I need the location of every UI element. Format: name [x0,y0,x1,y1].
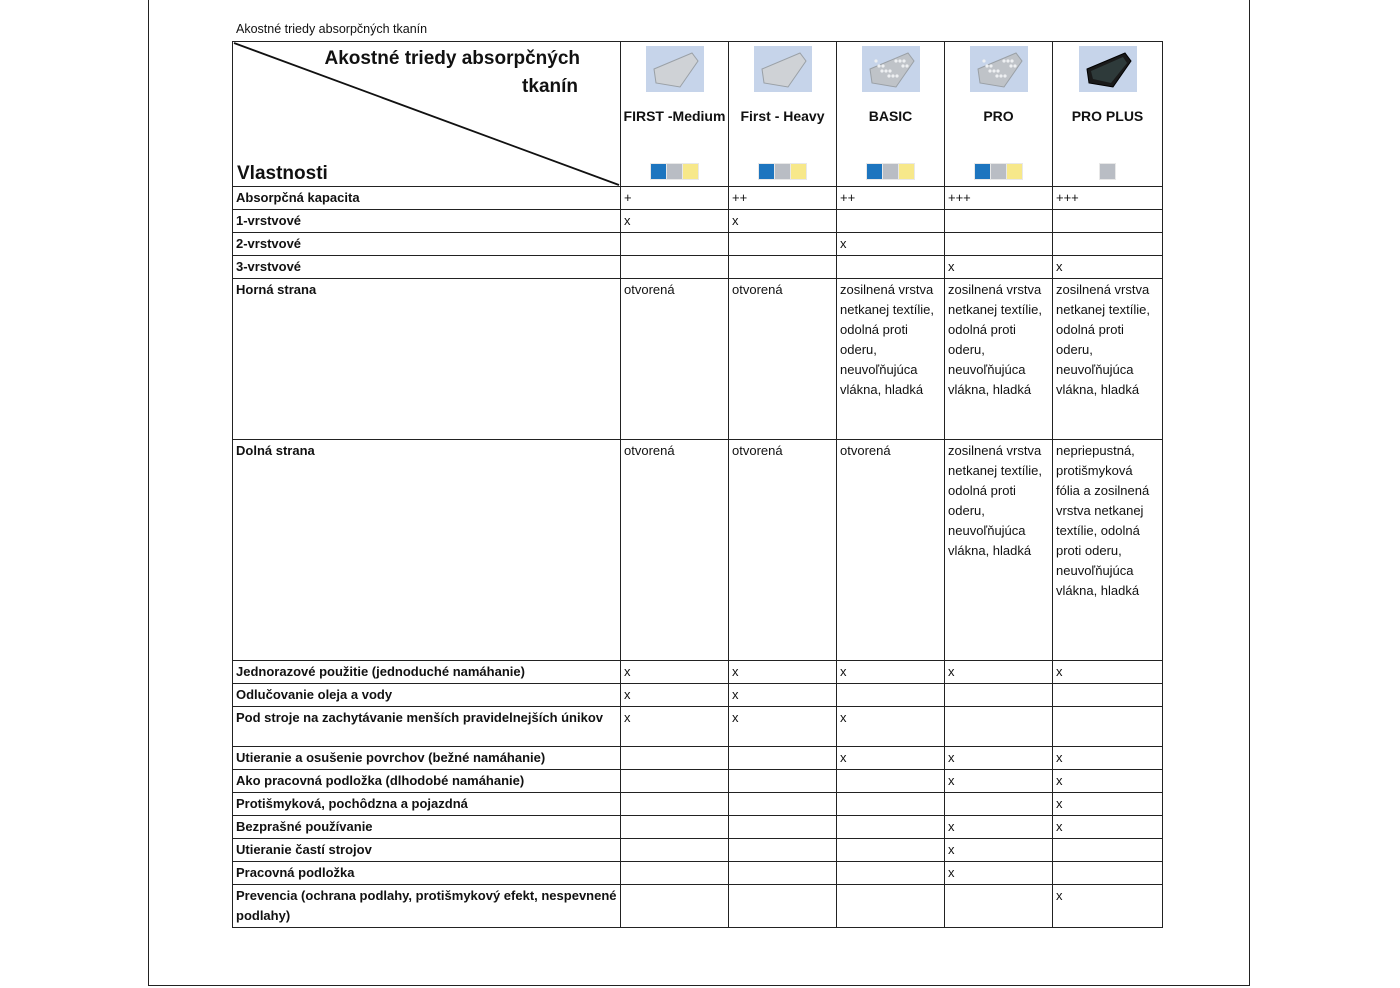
table-cell: x [621,684,729,707]
table-cell [1053,862,1163,885]
table-cell: + [621,187,729,210]
table-cell [945,885,1053,928]
dark-fabric-icon [1083,49,1133,89]
table-cell [837,684,945,707]
table-cell [729,747,837,770]
color-swatch-gray [775,164,790,179]
table-cell [621,770,729,793]
row-label: 2-vrstvové [233,233,621,256]
light-fabric-icon [650,49,700,89]
product-thumbnail [1079,46,1137,92]
table-cell: zosilnená vrstva netkanej textílie, odolná proti oderu, neuvoľňujúca vlákna, hladká [837,279,945,440]
table-cell: x [1053,770,1163,793]
table-row [233,816,1163,839]
table-row [233,233,1163,256]
color-swatch-gray [883,164,898,179]
table-cell [621,793,729,816]
table-cell: x [729,210,837,233]
table-cell [1053,839,1163,862]
row-label: Prevencia (ochrana podlahy, protišmykový efekt, nespevnené podlahy) [233,885,621,928]
table-cell [837,816,945,839]
color-swatch-gray [1100,164,1115,179]
table-cell: x [945,816,1053,839]
table-cell: x [729,684,837,707]
table-row [233,256,1163,279]
document-caption: Akostné triedy absorpčných tkanín [236,22,428,36]
table-title [324,45,580,101]
table-cell [621,256,729,279]
row-label: 1-vrstvové [233,210,621,233]
table-cell [729,839,837,862]
color-swatch-gray [991,164,1006,179]
table-cell [729,770,837,793]
table-cell [729,816,837,839]
color-swatches [729,163,836,180]
color-swatches [837,163,944,180]
table-row [233,440,1163,661]
table-row [233,279,1163,440]
table-cell [837,839,945,862]
table-cell [945,210,1053,233]
row-label: Utieranie častí strojov [233,839,621,862]
table-cell: ++ [837,187,945,210]
table-cell [945,684,1053,707]
table-cell [729,885,837,928]
table-cell: x [837,233,945,256]
table-cell [837,862,945,885]
table-cell [1053,684,1163,707]
table-cell: x [837,661,945,684]
table-cell: x [621,661,729,684]
table-cell [837,210,945,233]
table-cell [1053,707,1163,747]
product-name-line1: First - Heavy [740,107,825,124]
product-thumbnail [646,46,704,92]
row-label: Odlučovanie oleja a vody [233,684,621,707]
table-cell: x [1053,661,1163,684]
row-label: Ako pracovná podložka (dlhodobé namáhanie) [233,770,621,793]
product-name-line1: BASIC [868,107,913,124]
table-row [233,210,1163,233]
color-swatch-blue [867,164,882,179]
table-cell [837,256,945,279]
table-cell: +++ [945,187,1053,210]
table-cell [621,885,729,928]
table-row [233,770,1163,793]
table-cell: x [945,256,1053,279]
table-cell [729,793,837,816]
row-label: Absorpčná kapacita [233,187,621,210]
table-row [233,885,1163,928]
table-row [233,684,1163,707]
product-header-3 [945,42,1053,187]
table-cell [837,770,945,793]
color-swatches [621,163,728,180]
textured-fabric-icon [974,49,1024,89]
table-cell [945,233,1053,256]
product-name-line1: PRO PLUS [1071,107,1144,124]
table-cell: x [729,661,837,684]
product-header-1 [729,42,837,187]
quality-classes-table [232,41,1163,928]
color-swatch-yellow [1007,164,1022,179]
table-cell [945,707,1053,747]
table-row [233,862,1163,885]
color-swatch-blue [651,164,666,179]
table-cell: zosilnená vrstva netkanej textílie, odolná proti oderu, neuvoľňujúca vlákna, hladká [1053,279,1163,440]
table-row [233,707,1163,747]
table-row [233,661,1163,684]
table-cell [621,747,729,770]
table-cell: x [621,707,729,747]
color-swatch-yellow [683,164,698,179]
table-cell: otvorená [729,279,837,440]
header-corner-cell [233,42,621,187]
table-cell: x [1053,816,1163,839]
table-cell: x [945,839,1053,862]
product-name-line2: Medium [672,107,726,124]
table-row [233,747,1163,770]
table-title-line2: tkanín [522,76,578,97]
table-cell: x [837,747,945,770]
table-cell [621,816,729,839]
color-swatch-gray [667,164,682,179]
table-row [233,839,1163,862]
table-cell [729,862,837,885]
table-cell: x [945,862,1053,885]
table-cell [729,256,837,279]
table-cell: x [837,707,945,747]
product-header-0 [621,42,729,187]
product-thumbnail [970,46,1028,92]
product-name-line1: FIRST - [623,107,673,124]
table-cell [621,233,729,256]
table-cell: x [1053,793,1163,816]
row-label: 3-vrstvové [233,256,621,279]
table-cell: zosilnená vrstva netkanej textílie, odolná proti oderu, neuvoľňujúca vlákna, hladká [945,279,1053,440]
color-swatch-yellow [899,164,914,179]
table-cell: x [621,210,729,233]
color-swatches [945,163,1052,180]
product-thumbnail [862,46,920,92]
table-row [233,793,1163,816]
textured-fabric-icon [866,49,916,89]
row-label: Pracovná podložka [233,862,621,885]
product-name [1053,94,1162,138]
table-cell: otvorená [621,279,729,440]
header-row [233,42,1163,187]
table-cell [621,862,729,885]
table-cell [837,793,945,816]
table-row [233,187,1163,210]
product-name [729,94,836,138]
color-swatch-blue [975,164,990,179]
row-label: Jednorazové použitie (jednoduché namáhanie) [233,661,621,684]
product-header-2 [837,42,945,187]
row-label: Horná strana [233,279,621,440]
table-cell: x [1053,747,1163,770]
table-cell: +++ [1053,187,1163,210]
table-title-line1: Akostné triedy absorpčných [324,48,580,69]
table-cell [729,233,837,256]
table-cell: ++ [729,187,837,210]
row-label: Utieranie a osušenie povrchov (bežné namáhanie) [233,747,621,770]
table-cell: nepriepustná, protišmyková fólia a zosilnená vrstva netkanej textílie, odolná proti oderu, neuvoľňujúca vlákna, hladká [1053,440,1163,661]
product-name [945,94,1052,138]
color-swatch-yellow [791,164,806,179]
row-label: Bezprašné používanie [233,816,621,839]
row-label: Protišmyková, pochôdzna a pojazdná [233,793,621,816]
table-cell [621,839,729,862]
table-cell: x [729,707,837,747]
product-thumbnail [754,46,812,92]
table-cell [1053,210,1163,233]
product-name [837,94,944,138]
row-label: Pod stroje na zachytávanie menších pravidelnejších únikov [233,707,621,747]
table-cell [837,885,945,928]
product-name [621,94,728,138]
row-label: Dolná strana [233,440,621,661]
table-cell: x [945,747,1053,770]
table-cell: x [945,661,1053,684]
properties-label: Vlastnosti [237,163,328,184]
table-cell: otvorená [837,440,945,661]
table-cell [1053,233,1163,256]
color-swatches [1053,163,1162,180]
product-name-line1: PRO [983,107,1014,124]
light-fabric-icon [758,49,808,89]
table-cell [945,793,1053,816]
table-cell: x [945,770,1053,793]
table-cell: zosilnená vrstva netkanej textílie, odolná proti oderu, neuvoľňujúca vlákna, hladká [945,440,1053,661]
table-cell: otvorená [729,440,837,661]
color-swatch-blue [759,164,774,179]
product-header-4 [1053,42,1163,187]
table-cell: otvorená [621,440,729,661]
table-cell: x [1053,256,1163,279]
table-cell: x [1053,885,1163,928]
